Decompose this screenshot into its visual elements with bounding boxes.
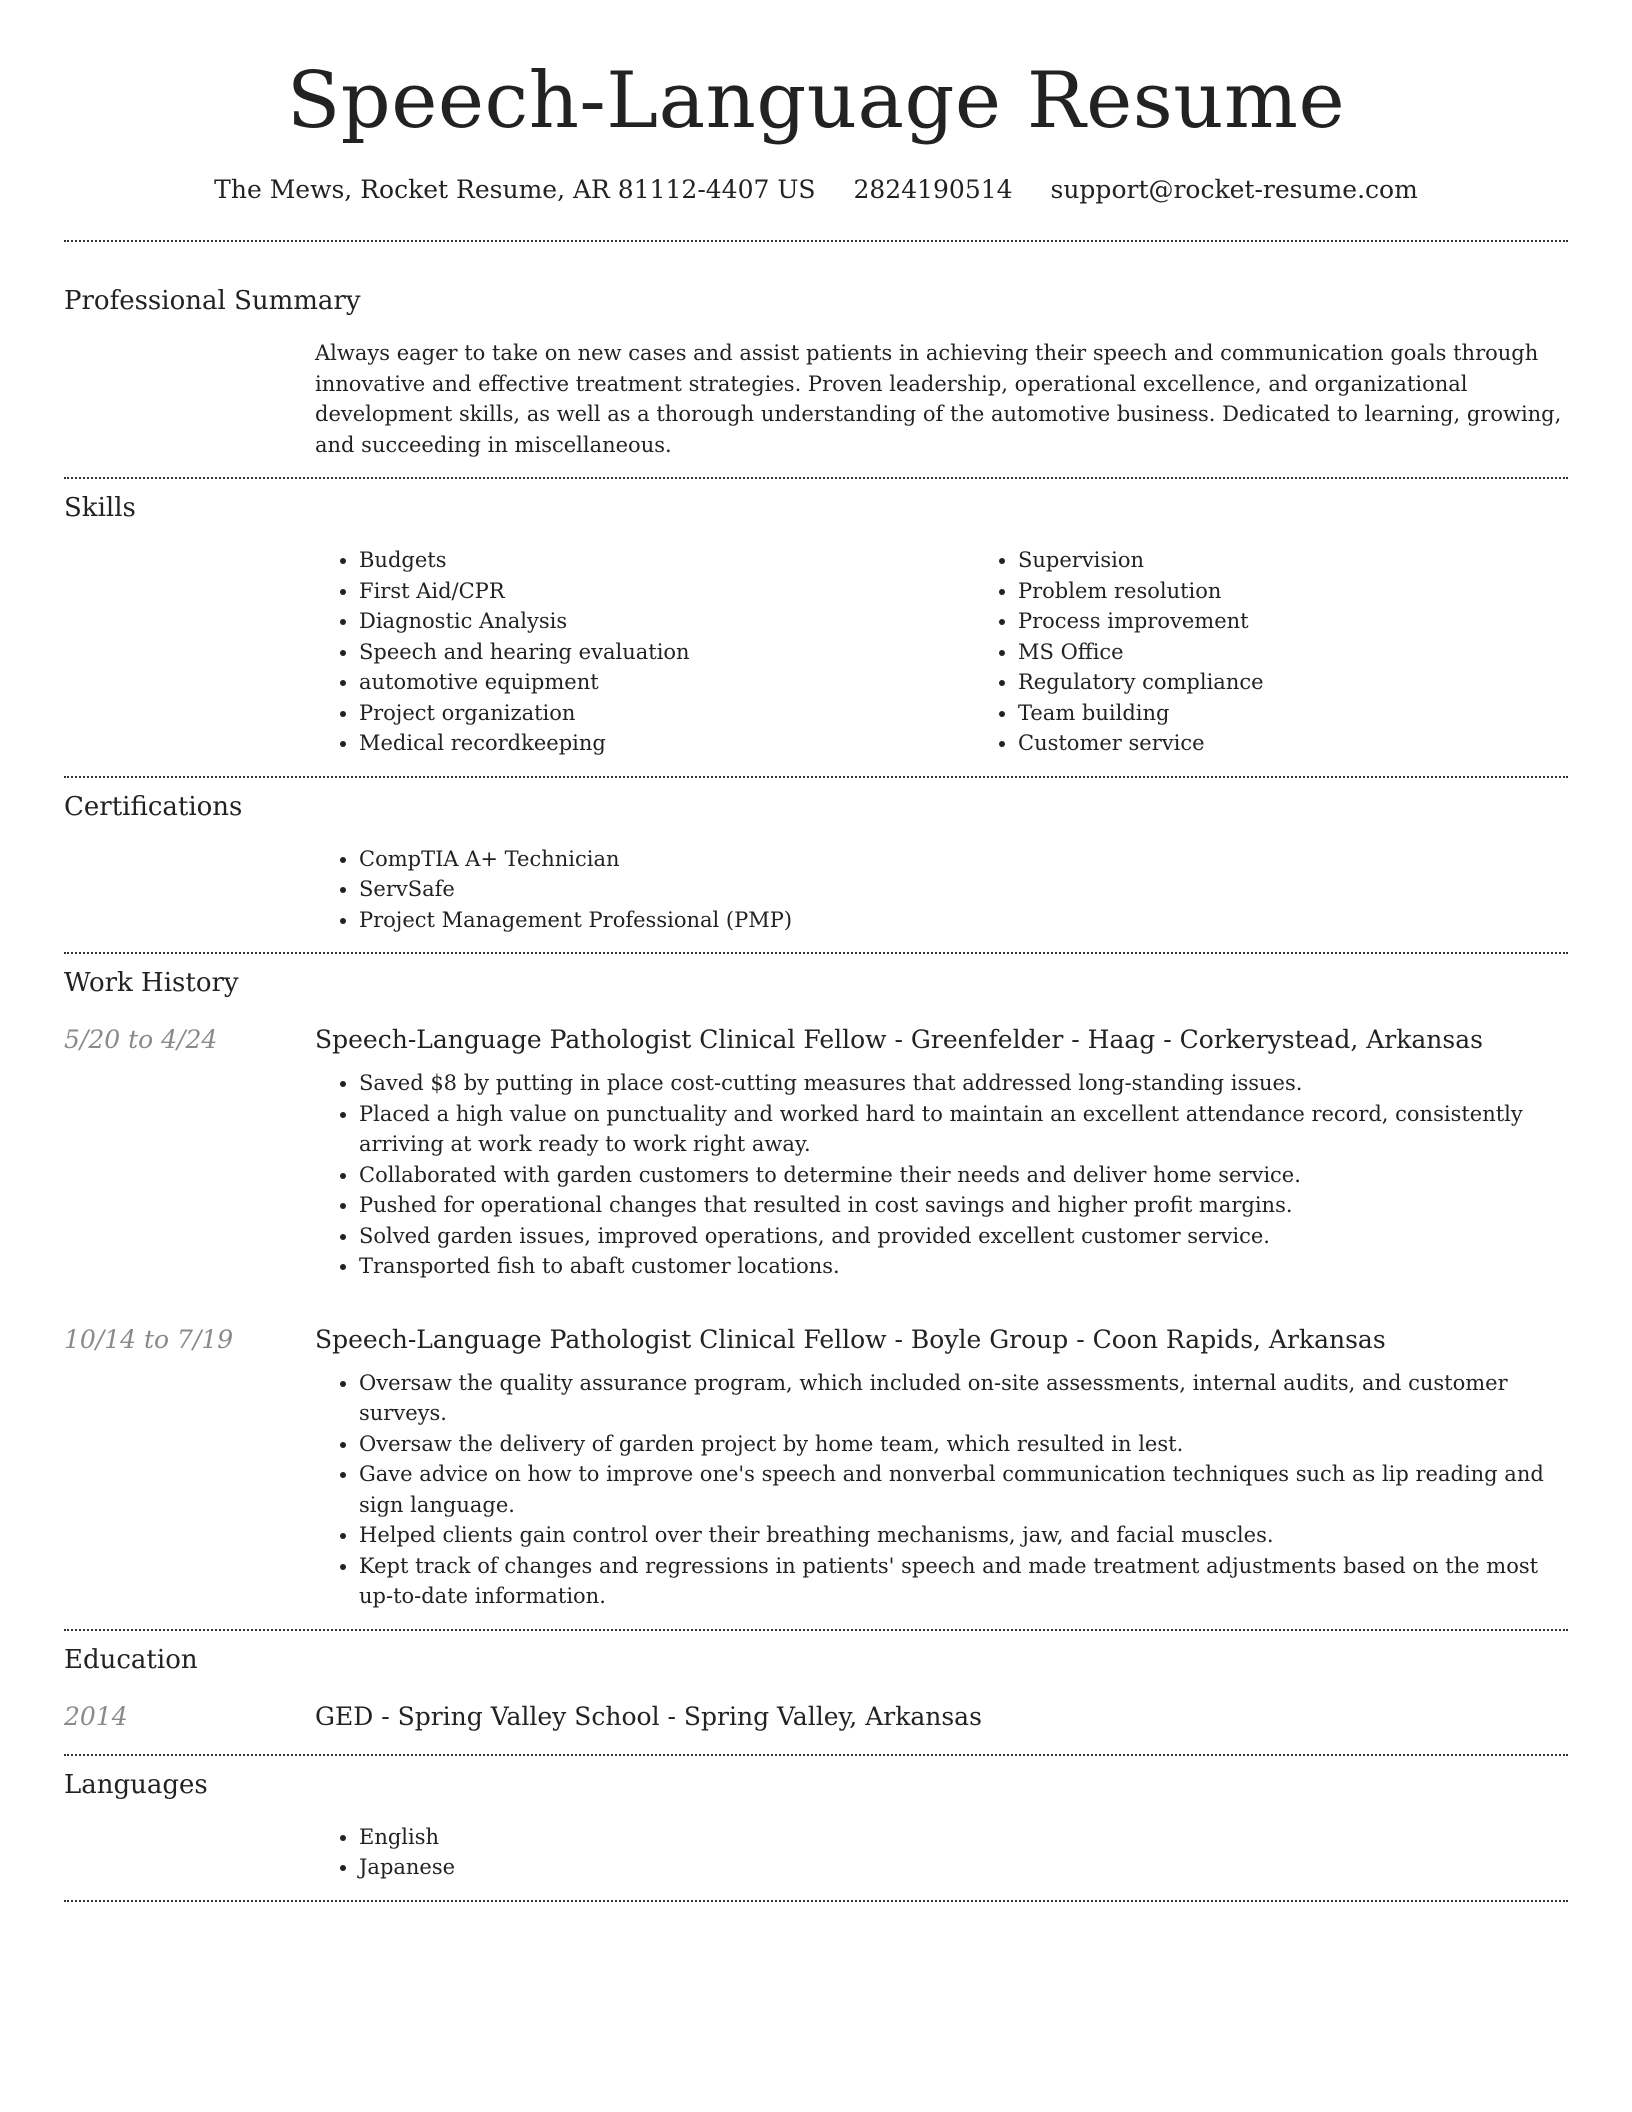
- list-item: • Project Management Professional (PMP): [359, 905, 1568, 936]
- section-title-certifications: Certifications: [64, 791, 243, 822]
- list-item: • Pushed for operational changes that resulted in cost savings and higher profit margins.: [359, 1190, 1568, 1221]
- list-item: • MS Office: [1018, 637, 1632, 668]
- divider: [64, 1900, 1568, 1902]
- contact-address: The Mews, Rocket Resume, AR 81112-4407 US: [214, 175, 816, 204]
- list-item: • CompTIA A+ Technician: [359, 844, 1568, 875]
- list-item: • Problem resolution: [1018, 576, 1632, 607]
- list-item: • Oversaw the quality assurance program, which included on-site assessments, internal audits, and customer surveys.: [359, 1368, 1568, 1429]
- job-bullets: [315, 1068, 1568, 1282]
- skills-list: [315, 545, 1568, 759]
- list-item: • First Aid/CPR: [359, 576, 974, 607]
- divider: [64, 477, 1568, 479]
- divider: [64, 776, 1568, 778]
- job-dates: 5/20 to 4/24: [64, 1025, 218, 1054]
- contact-phone: 2824190514: [853, 175, 1013, 204]
- list-item: • Oversaw the delivery of garden project by home team, which resulted in lest.: [359, 1429, 1568, 1460]
- list-item: • Speech and hearing evaluation: [359, 637, 974, 668]
- list-item: • Transported fish to abaft customer locations.: [359, 1251, 1568, 1282]
- list-item: • Customer service: [1018, 728, 1632, 759]
- divider: [64, 952, 1568, 954]
- list-item: • ServSafe: [359, 874, 1568, 905]
- section-title-education: Education: [64, 1644, 198, 1675]
- contact-line: [64, 174, 1568, 206]
- list-item: • automotive equipment: [359, 667, 974, 698]
- list-item: • Collaborated with garden customers to determine their needs and deliver home service.: [359, 1160, 1568, 1191]
- resume-name: Speech-Language Resume: [286, 56, 1346, 146]
- list-item: • Kept track of changes and regressions in patients' speech and made treatment adjustments based on the most up-to-date information.: [359, 1551, 1568, 1612]
- summary-text: Always eager to take on new cases and assist patients in achieving their speech and communication goals through innovative and effective treatment strategies. Proven leadership, operational excellence, and organizational development skills, as well as a thorough understanding of the automotive business. Dedicated to learning, growing, and succeeding in miscellaneous.: [315, 341, 1562, 457]
- section-title-languages: Languages: [64, 1769, 208, 1800]
- list-item: • Solved garden issues, improved operations, and provided excellent customer service.: [359, 1221, 1568, 1252]
- list-item: • Process improvement: [1018, 606, 1632, 637]
- certifications-list: [315, 844, 1568, 936]
- languages-section: [64, 1768, 1568, 1883]
- job-title: Speech-Language Pathologist Clinical Fellow - Boyle Group - Coon Rapids, Arkansas: [315, 1324, 1386, 1354]
- languages-list: [315, 1822, 1568, 1883]
- job-entry: [64, 1024, 1568, 1282]
- list-item: • English: [359, 1822, 1568, 1853]
- list-item: • Budgets: [359, 545, 974, 576]
- contact-email: support@rocket-resume.com: [1050, 175, 1418, 204]
- job-dates: 10/14 to 7/19: [64, 1324, 234, 1354]
- section-title-skills: Skills: [64, 493, 136, 523]
- education-entry: [64, 1701, 1568, 1733]
- list-item: • Diagnostic Analysis: [359, 606, 974, 637]
- summary-section: [64, 284, 1568, 460]
- education-title: GED - Spring Valley School - Spring Valley, Arkansas: [315, 1701, 982, 1731]
- divider: [64, 240, 1568, 242]
- divider: [64, 1629, 1568, 1631]
- skills-section: [64, 491, 1568, 759]
- list-item: • Project organization: [359, 698, 974, 729]
- work-history-section: [64, 966, 1568, 1612]
- education-section: [64, 1643, 1568, 1733]
- list-item: • Supervision: [1018, 545, 1632, 576]
- section-title-work-history: Work History: [64, 968, 239, 998]
- job-bullets: [315, 1368, 1568, 1612]
- list-item: • Helped clients gain control over their breathing mechanisms, jaw, and facial muscles.: [359, 1520, 1568, 1551]
- list-item: • Japanese: [359, 1852, 1568, 1883]
- resume-page: [64, 0, 1568, 1902]
- list-item: • Medical recordkeeping: [359, 728, 974, 759]
- certifications-section: [64, 790, 1568, 936]
- list-item: • Team building: [1018, 698, 1632, 729]
- list-item: • Saved $8 by putting in place cost-cutting measures that addressed long-standing issues.: [359, 1068, 1568, 1099]
- skills-column-left: [315, 545, 974, 759]
- list-item: • Regulatory compliance: [1018, 667, 1632, 698]
- list-item: • Gave advice on how to improve one's speech and nonverbal communication techniques such as lip reading and sign language.: [359, 1459, 1568, 1520]
- section-title-summary: Professional Summary: [64, 286, 361, 316]
- list-item: • Placed a high value on punctuality and worked hard to maintain an excellent attendance record, consistently arriving at work ready to work right away.: [359, 1099, 1568, 1160]
- skills-column-right: [974, 545, 1632, 759]
- education-date: 2014: [64, 1701, 128, 1731]
- job-title: Speech-Language Pathologist Clinical Fellow - Greenfelder - Haag - Corkerystead, Arkansas: [315, 1025, 1483, 1054]
- job-entry: [64, 1324, 1568, 1612]
- divider: [64, 1754, 1568, 1756]
